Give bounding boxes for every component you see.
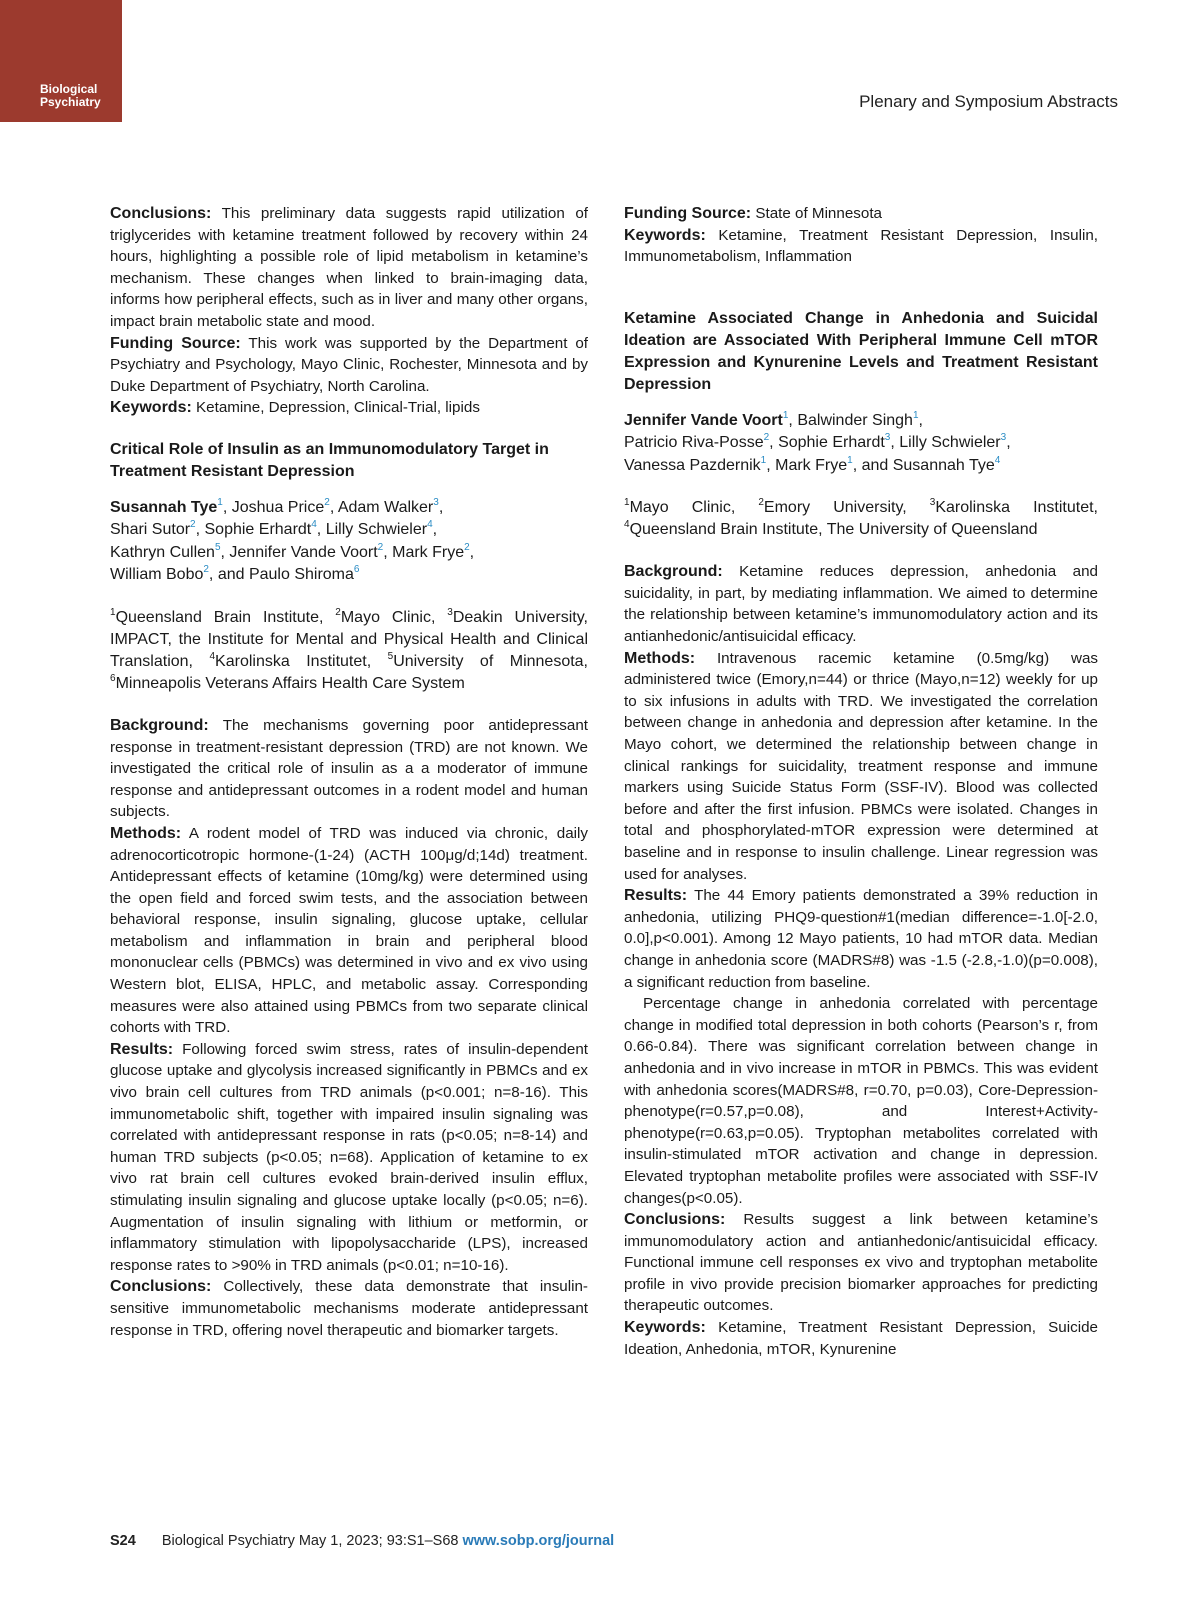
methods-section (624, 648, 1098, 886)
funding-text: This work was supported by the Department of Psychiatry and Psychology, Mayo Clinic, Rochester, Minnesota and by Duke Department of Psychiatry, North Carolina. (110, 334, 588, 395)
journal-name-line1: Biological (40, 82, 98, 96)
background-section (110, 715, 588, 823)
journal-name-line2: Psychiatry (40, 95, 101, 109)
prev-funding (624, 203, 1098, 225)
methods-label: Methods: (624, 649, 696, 667)
conclusions-label: Conclusions: (110, 205, 212, 222)
abstract-title: Critical Role of Insulin as an Immunomodulatory Target in Treatment Resistant Depression (110, 440, 549, 480)
conclusions-text: Results suggest a link between ketamine’s immunomodulatory action and antianhedonic/antisuicidal efficacy. Functional immune cell responses ex vivo and tryptophan metabolite profile in vivo provide precision biomarker approaches for predicting therapeutic outcomes. (624, 1211, 1098, 1315)
author-name: Jennifer Vande Voort (229, 543, 378, 561)
affiliations: $^1$Queensland Brain Institute, $^2$Mayo Clinic, $^3$Deakin University, IMPACT, the Institute for Mental and Physical Health and Clinical Translation, $^4$Karolinska Institutet, $^5$University of Minnesota, $^6$Minneapolis Veterans Affairs Health Care System (110, 606, 589, 692)
author-sup[interactable]: 4 (311, 519, 317, 531)
affiliation: Mayo Clinic, (340, 608, 448, 626)
results-label: Results: (110, 1040, 174, 1058)
keywords-label: Keywords: (624, 226, 706, 244)
results-section (624, 885, 1098, 993)
conclusions-label: Conclusions: (624, 1211, 726, 1229)
methods-section (110, 823, 588, 1039)
author-sup[interactable]: 2 (763, 432, 770, 444)
affiliation: Deakin University, IMPACT, the Institute for Mental and Physical Health and Clinical Translation, (110, 608, 588, 670)
citation: Biological Psychiatry May 1, 2023; 93:S1–S68 (161, 1533, 459, 1549)
author-sup[interactable]: 2 (324, 496, 330, 508)
funding-label: Funding Source: (624, 205, 752, 222)
prev-keywords (110, 397, 588, 419)
keywords-text: Ketamine, Treatment Resistant Depression, Insulin, Immunometabolism, Inflammation (624, 226, 1098, 266)
methods-text: Intravenous racemic ketamine (0.5mg/kg) was administered twice (Emory,n=44) or thrice (Mayo,n=12) weekly for up to six infusions in adults with TRD. We investigated the correlation between change in anhedonia and depression after ketamine. In the Mayo cohort, we determined the relationship between change in clinical rankings for suicidality, treatment response and immune markers using Suicide Status Form (SSF-IV). Blood was collected before and after the first infusion. PBMCs were isolated. Changes in total and phosphorylated-mTOR expression were determined at baseline and in response to insulin challenge. Linear regression was used for analyses. (624, 649, 1098, 883)
author-name: Sophie Erhardt (778, 434, 885, 452)
conclusions-section (624, 1209, 1098, 1317)
author-name: Mark Frye (392, 543, 465, 561)
methods-label: Methods: (110, 824, 182, 842)
running-head: Plenary and Symposium Abstracts (859, 92, 1118, 111)
prev-keywords (624, 225, 1098, 268)
background-text: Ketamine reduces depression, anhedonia and suicidality, in part, by mediating inflammation. We aimed to determine the relationship between ketamine’s immunomodulatory action and its antianhedonic/antisuicidal efficacy. (624, 563, 1098, 646)
author-name: Vanessa Pazdernik (624, 456, 761, 474)
affiliation: Emory University, (763, 499, 930, 517)
affiliation: Karolinska Institutet, (215, 652, 388, 670)
author-name: Paulo Shiroma (248, 566, 354, 584)
author-name: Shari Sutor (110, 521, 191, 539)
prev-funding (110, 333, 588, 398)
author-name: Lilly Schwieler (899, 434, 1001, 452)
author-sup[interactable]: 2 (190, 519, 196, 531)
affiliations: $^1$Mayo Clinic, $^2$Emory University, $^3$Karolinska Institutet, $^4$Queensland Brain Institute, The University of Queensland (624, 497, 1098, 539)
conclusions-label: Conclusions: (110, 1278, 212, 1296)
author-sup[interactable]: 2 (377, 541, 384, 553)
keywords-text: Ketamine, Depression, Clinical-Trial, lipids (196, 399, 480, 417)
author-sup[interactable]: 4 (994, 454, 1001, 466)
author-name: Joshua Price (231, 498, 325, 516)
affiliation: Mayo Clinic, (629, 499, 759, 517)
abstract-title: Ketamine Associated Change in Anhedonia and Suicidal Ideation are Associated With Peripheral Immune Cell mTOR Expression and Kynurenine Levels and Treatment Resistant Depression (624, 309, 1098, 393)
affiliation: Karolinska Institutet, (935, 499, 1098, 517)
left-column (110, 203, 588, 1341)
affiliation: University of Minnesota, (393, 652, 589, 670)
page-number: S24 (110, 1533, 136, 1549)
conclusions-section (110, 1276, 588, 1341)
author-sup[interactable]: 3 (884, 432, 891, 444)
results-section (110, 1039, 588, 1277)
author-sup[interactable]: 2 (464, 541, 470, 553)
funding-label: Funding Source: (110, 334, 241, 352)
journal-link[interactable]: www.sobp.org/journal (462, 1533, 615, 1549)
keywords-section (624, 1317, 1098, 1360)
results-label: Results: (624, 887, 688, 905)
journal-logo-tab (0, 0, 122, 122)
keywords-text: Ketamine, Treatment Resistant Depression, Suicide Ideation, Anhedonia, mTOR, Kynurenine (624, 1319, 1098, 1358)
conclusions-text: Collectively, these data demonstrate that insulin-sensitive immunometabolic mechanisms moderate antidepressant response in TRD, offering novel therapeutic and biomarker targets. (110, 1278, 588, 1339)
author-sup[interactable]: 4 (427, 519, 433, 531)
author-sup[interactable]: 1 (760, 454, 767, 466)
author-name: Jennifer Vande Voort (624, 411, 783, 429)
conclusions-text: This preliminary data suggests rapid utilization of triglycerides with ketamine treatment followed by recovery within 24 hours, highlighting a possible role of lipid metabolism in ketamine’s mechanism. These changes when linked to brain-imaging data, informs how peripheral effects, such as in liver and many other organs, impact brain metabolic state and mood. (110, 205, 588, 330)
author-list: Jennifer Vande Voort$^1$, Balwinder Singh$^1$, Patricio Riva-Posse$^2$, Sophie Erhardt$^3$, Lilly Schwieler$^3$, Vanessa Pazdernik$^1$, Mark Frye$^1$, and Susannah Tye$^4$ (624, 409, 1011, 474)
author-sup[interactable]: 1 (782, 409, 789, 421)
author-sup[interactable]: 6 (353, 564, 360, 576)
background-label: Background: (110, 716, 209, 734)
author-list: Susannah Tye$^1$, Joshua Price$^2$, Adam Walker$^3$, Shari Sutor$^2$, Sophie Erhardt$^4$, Lilly Schwieler$^4$, Kathryn Cullen$^5$, Jennifer Vande Voort$^2$, Mark Frye$^2$, William Bobo$^2$, and Paulo Shiroma$^6$ (110, 496, 475, 584)
prev-conclusions (110, 203, 588, 333)
methods-text: A rodent model of TRD was induced via chronic, daily adrenocorticotropic hormone-(1-24) (ACTH 100μg/d;14d) treatment. Antidepressant effects of ketamine (10mg/kg) were determined using the open field and forced swim tests, and the association between behavioral response, insulin signaling, glucose uptake, cellular metabolism and inflammation in brain and peripheral blood mononuclear cells (PBMCs) was determined in vivo and ex vivo using Western blot, ELISA, HPLC, and metabolic assay. Corresponding measures were also attained using PBMCs from two separate clinical cohorts with TRD. (110, 824, 588, 1037)
results-continued: Percentage change in anhedonia correlated with percentage change in modified total depression in both cohorts (Pearson’s r, from 0.66-0.84). There was significant correlation between change in anhedonia and in vivo increase in mTOR in PBMCs. This was evident with anhedonia scores(MADRS#8, r=0.70, p=0.03), Core-Depression-phenotype(r=0.57,p=0.08), and Interest+Activity-phenotype(r=0.63,p=0.05). Tryptophan metabolites correlated with insulin-stimulated mTOR activation and change in depression. Elevated tryptophan metabolite profiles were associated with SSF-IV changes(p<0.05). (624, 995, 1098, 1207)
author-sup[interactable]: 3 (433, 496, 439, 508)
author-sup[interactable]: 1 (217, 496, 223, 508)
author-name: Susannah Tye (110, 498, 218, 516)
page-footer (110, 1533, 614, 1549)
funding-text: State of Minnesota (755, 205, 882, 222)
author-name: Mark Frye (775, 456, 848, 474)
affiliation: Queensland Brain Institute, (115, 608, 336, 626)
author-name: Kathryn Cullen (110, 543, 215, 561)
background-text: The mechanisms governing poor antidepressant response in treatment-resistant depression (TRD) are not known. We investigated the critical role of insulin as a a moderator of immune response and antidepressant outcomes in a rodent model and human subjects. (110, 716, 588, 821)
affiliation: Minneapolis Veterans Affairs Health Care System (115, 674, 465, 692)
results-text: Following forced swim stress, rates of insulin-dependent glucose uptake and glycolysis increased significantly in PBMCs and ex vivo brain cell cultures from TRD animals (p<0.001; n=8-16). This immunometabolic shift, together with impaired insulin signaling was correlated with antidepressant response in rats (p<0.05; n=8-14) and human TRD subjects (p<0.05; n=68). Application of ketamine to ex vivo rat brain cell cultures evoked brain-derived insulin efflux, stimulating insulin signaling and glucose uptake locally (p<0.05; n=6). Augmentation of insulin signaling with lithium or metformin, or inflammatory stimulation with lipopolysaccharide (LPS), increased response rates to >90% in TRD animals (p<0.01; n=10-16). (110, 1040, 588, 1274)
author-name: Balwinder Singh (797, 411, 913, 429)
author-name: Adam Walker (337, 498, 434, 516)
author-name: William Bobo (110, 566, 204, 584)
author-sup[interactable]: 1 (847, 454, 853, 466)
results-text: The 44 Emory patients demonstrated a 39% reduction in anhedonia, utilizing PHQ9-question#1(median difference=-1.0[-2.0, 0.0],p<0.001). Among 12 Mayo patients, 10 had mTOR data. Median change in anhedonia score (MADRS#8) was -1.5 (-2.8,-1.0)(p=0.008), a significant reduction from baseline. (624, 887, 1098, 991)
author-name: Patricio Riva-Posse (624, 434, 764, 452)
background-label: Background: (624, 563, 723, 581)
author-sup[interactable]: 5 (214, 541, 221, 553)
right-column (624, 203, 1098, 1360)
background-section (624, 561, 1098, 647)
author-name: Susannah Tye (892, 456, 995, 474)
affiliation: Queensland Brain Institute, The University of Queensland (629, 521, 1038, 539)
keywords-label: Keywords: (624, 1319, 706, 1337)
author-sup[interactable]: 2 (203, 564, 209, 576)
author-name: Lilly Schwieler (325, 521, 428, 539)
keywords-label: Keywords: (110, 399, 192, 417)
author-name: Sophie Erhardt (204, 521, 312, 539)
author-sup[interactable]: 1 (912, 409, 919, 421)
author-sup[interactable]: 3 (1000, 432, 1007, 444)
